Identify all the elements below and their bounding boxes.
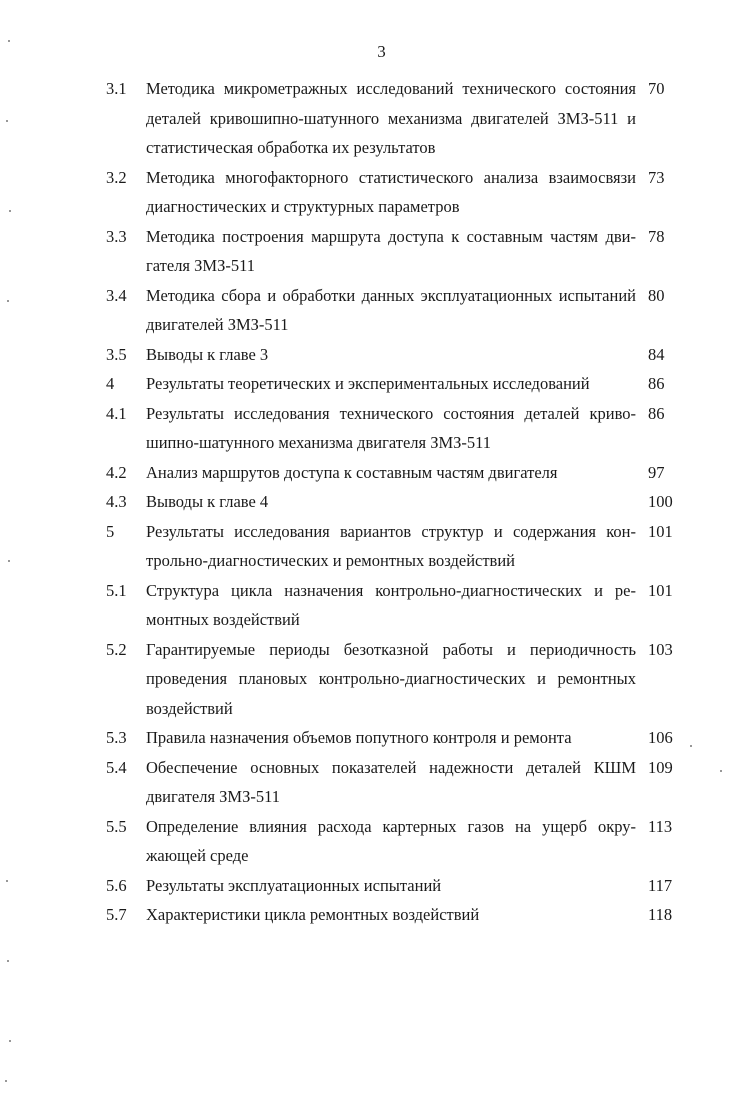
toc-entry (106, 812, 686, 871)
toc-entry-title-line: воздействий (146, 698, 233, 718)
toc-entry-title-line: Обеспечение основных показателей надежности деталей КШМ (146, 757, 636, 777)
toc-entry-title (146, 281, 636, 340)
toc-entry-title-line: трольно-диагностических и ремонтных воздействий (146, 551, 516, 570)
toc-entry-title-line: Определение влияния расхода картерных газов на ущерб окру- (146, 816, 636, 836)
toc-entry-page: 101 (648, 580, 673, 600)
toc-entry-title-line: Результаты исследования вариантов структур и содержания кон- (146, 521, 636, 541)
toc-entry-page: 113 (648, 816, 673, 836)
toc-entry-title-line: деталей кривошипно-шатунного механизма двигателей ЗМЗ-511 и (146, 108, 636, 128)
toc-entry-page: 101 (648, 521, 673, 541)
toc-entry-title-line: жающей среде (146, 846, 249, 865)
toc-entry-page: 86 (648, 374, 665, 393)
toc-entry (106, 222, 686, 281)
toc-entry-page: 70 (648, 79, 665, 98)
toc-entry-title-line: шипно-шатунного механизма двигателя ЗМЗ-511 (146, 433, 492, 452)
toc-entry-title (146, 635, 636, 724)
toc-entry-page: 106 (648, 728, 673, 747)
toc-entry (106, 340, 686, 370)
toc-entry (106, 369, 686, 399)
toc-entry-title (146, 900, 636, 930)
toc-entry-page: 80 (648, 285, 665, 305)
toc-entry-title-line: Результаты теоретических и экспериментальных исследований (146, 374, 590, 393)
toc-entry-title-line: Характеристики цикла ремонтных воздействий (146, 905, 480, 924)
scan-speck (8, 40, 10, 42)
toc-entry-title (146, 723, 636, 753)
toc-entry-title (146, 369, 636, 399)
table-of-contents (106, 74, 686, 930)
toc-entry-title-line: Результаты исследования технического состояния деталей криво- (146, 403, 636, 423)
toc-entry-title-line: Результаты эксплуатационных испытаний (146, 875, 442, 895)
toc-entry-number: 4 (106, 374, 115, 393)
toc-entry-title-line: Структура цикла назначения контрольно-диагностических и ре- (146, 580, 636, 600)
toc-entry-title (146, 399, 636, 458)
toc-entry-number: 3.3 (106, 226, 127, 246)
toc-entry (106, 900, 686, 930)
toc-entry-title-line: Выводы к главе 4 (146, 492, 269, 511)
page-number: 3 (377, 42, 386, 61)
toc-entry-title (146, 871, 636, 901)
toc-entry-title (146, 163, 636, 222)
toc-entry (106, 517, 686, 576)
scan-speck (7, 960, 9, 962)
toc-entry (106, 458, 686, 488)
toc-entry-page: 73 (648, 167, 665, 187)
toc-entry (106, 487, 686, 517)
toc-entry-title (146, 812, 636, 871)
toc-entry-title-line: Анализ маршрутов доступа к составным частям двигателя (146, 462, 558, 482)
scan-speck (5, 1080, 7, 1082)
toc-entry-page: 117 (648, 875, 673, 895)
toc-entry (106, 723, 686, 753)
toc-entry-title (146, 222, 636, 281)
toc-entry-title (146, 487, 636, 517)
toc-entry (106, 871, 686, 901)
toc-entry-title-line: двигателя ЗМЗ-511 (146, 787, 280, 806)
toc-entry-title-line: Гарантируемые периоды безотказной работы и периодичность (146, 639, 636, 659)
toc-entry (106, 576, 686, 635)
toc-entry-number: 5.1 (106, 580, 127, 600)
scan-speck (720, 770, 722, 772)
toc-entry-number: 5.3 (106, 728, 127, 747)
toc-entry-page: 84 (648, 344, 665, 364)
toc-entry-title-line: Методика многофакторного статистического анализа взаимосвязи (146, 167, 636, 187)
scan-speck (6, 120, 8, 122)
toc-entry-number: 5 (106, 521, 115, 541)
toc-entry (106, 399, 686, 458)
toc-entry-title-line: монтных воздействий (146, 610, 300, 629)
toc-entry-page: 97 (648, 462, 665, 482)
toc-entry-title-line: Методика сбора и обработки данных эксплуатационных испытаний (146, 285, 636, 305)
scan-speck (6, 880, 8, 882)
scan-speck (9, 210, 11, 212)
toc-entry-number: 5.2 (106, 639, 127, 659)
toc-entry-number: 3.4 (106, 285, 127, 305)
toc-entry-title-line: Выводы к главе 3 (146, 344, 269, 364)
toc-entry-page: 100 (648, 492, 673, 511)
toc-entry-title-line: диагностических и структурных параметров (146, 197, 460, 216)
toc-entry-number: 4.1 (106, 403, 127, 423)
toc-entry-page: 109 (648, 757, 673, 777)
toc-entry-title (146, 458, 636, 488)
toc-entry-title (146, 340, 636, 370)
toc-entry-title (146, 517, 636, 576)
toc-entry (106, 635, 686, 724)
toc-entry (106, 753, 686, 812)
toc-entry-number: 5.7 (106, 905, 127, 924)
toc-entry-number: 3.5 (106, 344, 127, 364)
toc-entry-number: 4.3 (106, 492, 127, 511)
toc-entry-title-line: Методика микрометражных исследований технического состояния (146, 79, 636, 98)
toc-entry-number: 5.4 (106, 757, 127, 777)
toc-entry-title (146, 576, 636, 635)
toc-entry-title-line: Правила назначения объемов попутного контроля и ремонта (146, 728, 572, 747)
scan-speck (8, 560, 10, 562)
toc-entry-number: 5.6 (106, 875, 127, 895)
toc-entry-number: 3.1 (106, 79, 127, 98)
toc-entry-title (146, 753, 636, 812)
toc-entry (106, 163, 686, 222)
toc-entry (106, 281, 686, 340)
toc-entry-page: 103 (648, 639, 673, 659)
toc-entry-title (146, 74, 636, 163)
toc-entry-title-line: двигателей ЗМЗ-511 (146, 315, 289, 334)
scan-speck (9, 1040, 11, 1042)
toc-entry-title-line: проведения плановых контрольно-диагностических и ремонтных (146, 669, 636, 688)
toc-entry (106, 74, 686, 163)
scan-speck (7, 300, 9, 302)
toc-entry-page: 78 (648, 226, 665, 246)
toc-entry-title-line: Методика построения маршрута доступа к составным частям дви- (146, 226, 636, 246)
toc-entry-page: 118 (648, 905, 673, 924)
toc-entry-title-line: статистическая обработка их результатов (146, 138, 436, 157)
toc-entry-number: 4.2 (106, 462, 127, 482)
toc-entry-number: 5.5 (106, 816, 127, 836)
toc-entry-title-line: гателя ЗМЗ-511 (146, 256, 255, 275)
toc-entry-number: 3.2 (106, 167, 127, 187)
toc-entry-page: 86 (648, 403, 665, 423)
scan-speck (690, 745, 692, 747)
